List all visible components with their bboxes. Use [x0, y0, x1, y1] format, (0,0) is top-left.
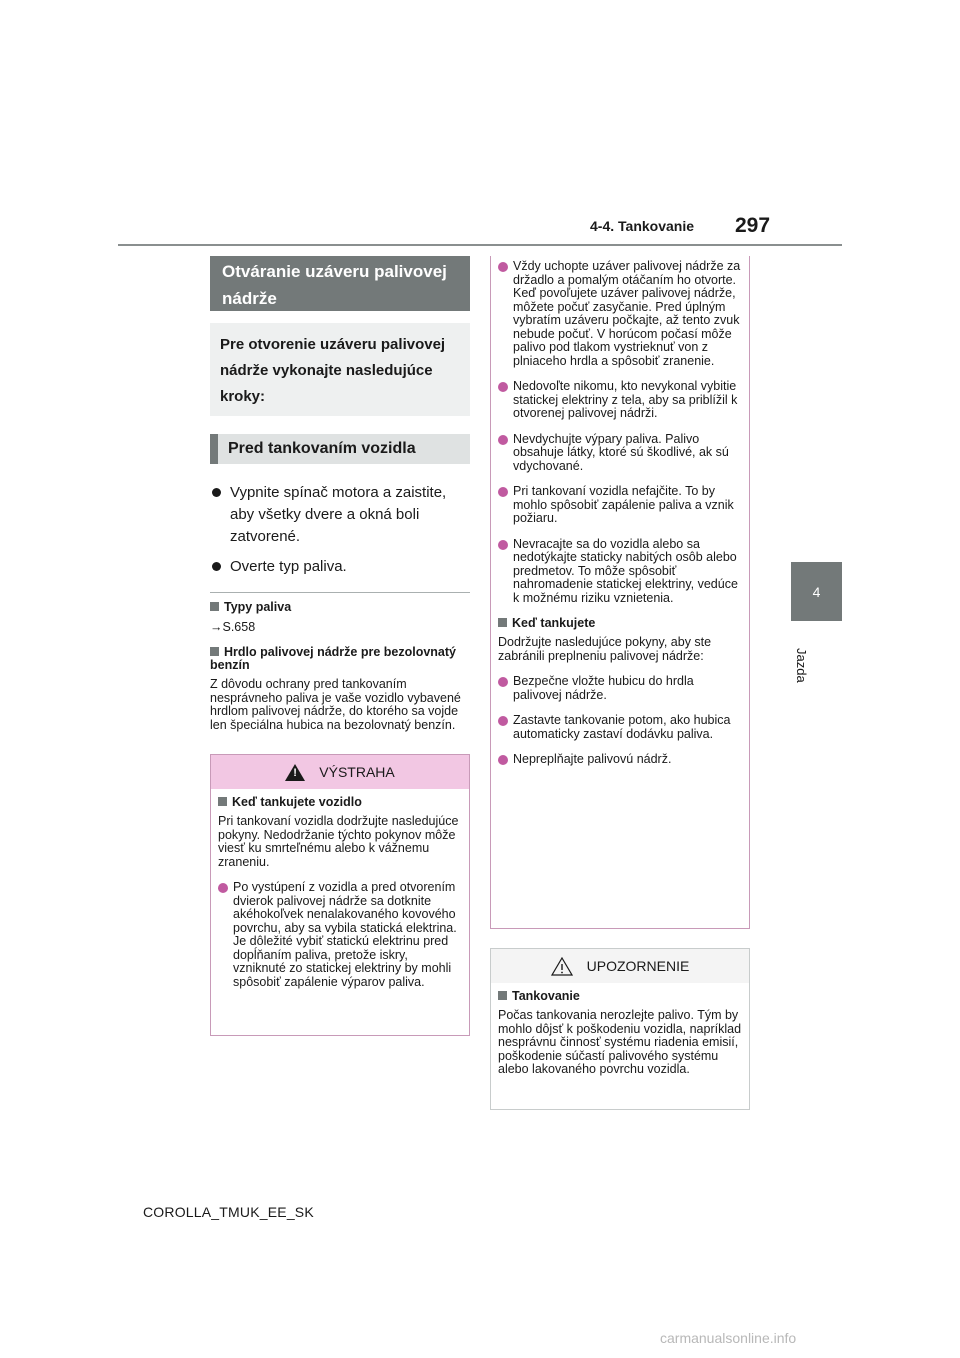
square-bullet-icon: [498, 618, 507, 627]
header-divider: [118, 244, 842, 246]
warning-header: ! VÝSTRAHA: [211, 755, 469, 789]
warning-text: Pri tankovaní vozidla dodržujte nasledujúce pokyny. Nedodržanie týchto pokynov môže viesť ku smrteľnému alebo k vážnemu zraneniu.: [218, 814, 459, 869]
refuel-list-item: Bezpečne vložte hubicu do hrdla palivovej nádrže.: [498, 675, 742, 702]
warning-list-item: Nevracajte sa do vozidla alebo sa nedotýkajte staticky nabitých osôb alebo predmetov. To môže spôsobiť nahromadenie statickej elektriny, vedúce k možnému riziku vznietenia.: [498, 538, 742, 606]
bullet-icon: [498, 540, 508, 550]
warning-list-item: Vždy uchopte uzáver palivovej nádrže za držadlo a pomalým otáčaním ho otvorte. Keď povoľujete uzáver palivovej nádrže, môžete počuť zasyčanie. Pred úplným vybratím uzáveru počkajte, až tento zvuk nebude počuť. V horúcom počasí môže palivo pod tlakom vystrieknuť von z plniaceho hrdla a spôsobiť zranenie.: [498, 260, 742, 368]
notice-box: [490, 948, 750, 1110]
warning-continued-box: [490, 256, 750, 929]
page-number: 297: [735, 214, 771, 237]
section-title: 4-4. Tankovanie: [590, 218, 695, 234]
bullet-icon: [212, 488, 221, 497]
notice-header: UPOZORNENIE: [491, 949, 749, 983]
refuel-text: Dodržujte nasledujúce pokyny, aby ste zabránili preplneniu palivovej nádrže:: [498, 635, 712, 663]
document-id: COROLLA_TMUK_EE_SK: [143, 1204, 314, 1220]
square-bullet-icon: [498, 991, 507, 1000]
warning-subheading: Keď tankujete vozidlo: [218, 796, 462, 809]
refuel-heading: Keď tankujete: [498, 617, 742, 630]
square-bullet-icon: [210, 647, 219, 656]
filler-text: Z dôvodu ochrany pred tankovaním nesprávneho paliva je vaše vozidlo vybavené hrdlom palivovej nádrže, do ktorého sa vojde len špeciálna hubica na bezolovnatý benzín.: [210, 677, 461, 732]
chapter-label: Jazda: [794, 648, 809, 683]
list-item: Overte typ paliva.: [212, 556, 470, 578]
bullet-icon: [498, 487, 508, 497]
main-title: Otváranie uzáveru palivovej nádrže: [210, 256, 470, 311]
watermark: carmanualsonline.info: [660, 1330, 797, 1346]
warning-list-item: Pri tankovaní vozidla nefajčite. To by mohlo spôsobiť zapálenie paliva a vznik požiaru.: [498, 485, 742, 526]
warning-triangle-icon: [285, 764, 305, 781]
list-item: Vypnite spínač motora a zaistite, aby všetky dvere a okná boli zatvorené.: [212, 482, 470, 548]
warning-list-item: Nevdychujte výpary paliva. Palivo obsahuje látky, ktoré sú škodlivé, ak sú vdychované.: [498, 433, 742, 474]
notice-text: Počas tankovania nerozlejte palivo. Tým by mohlo dôjsť k poškodeniu vozidla, napríklad nesprávnu činnosť systému riadenia emisií, poškodenie súčastí palivového systému alebo lakovaného povrchu vozidla.: [498, 1008, 742, 1076]
bullet-icon: [498, 382, 508, 392]
bullet-icon: [498, 677, 508, 687]
square-bullet-icon: [210, 602, 219, 611]
caution-triangle-icon: [551, 957, 573, 976]
page-reference[interactable]: →S.658: [210, 620, 256, 634]
warning-box: [210, 754, 470, 1036]
bullet-icon: [498, 755, 508, 765]
warning-list-item: Po vystúpení z vozidla a pred otvorením dvierok palivovej nádrže sa dotknite akéhokoľvek nenalakovaného kovového povrchu, aby sa vybila statická elektrina. Je dôležité vybiť statickú elektrinu pred dopĺňaním paliva, pretože iskry, vzniknuté zo statickej elektriny by mohli spôsobiť zapálenie výparov paliva.: [218, 881, 462, 989]
refuel-list-item: Zastavte tankovanie potom, ako hubica automaticky zastaví dodávku paliva.: [498, 714, 742, 741]
bullet-icon: [212, 562, 221, 571]
step-list: [210, 482, 470, 578]
filler-heading: Hrdlo palivovej nádrže pre bezolovnatý benzín: [210, 645, 457, 672]
warning-list-item: Nedovoľte nikomu, kto nevykonal vybitie statickej elektriny z tela, aby sa priblížil k otvorenej palivovej nádrži.: [498, 380, 742, 421]
intro-box: Pre otvorenie uzáveru palivovej nádrže vykonajte nasledujúce kroky:: [210, 323, 470, 416]
section-divider: [210, 592, 470, 593]
chapter-tab: 4: [791, 562, 842, 621]
bullet-icon: [498, 435, 508, 445]
bullet-icon: [498, 716, 508, 726]
bullet-icon: [218, 883, 228, 893]
fuel-types-heading: Typy paliva: [210, 601, 470, 614]
subheading: Pred tankovaním vozidla: [210, 434, 470, 464]
square-bullet-icon: [218, 797, 227, 806]
refuel-list-item: Nepreplňajte palivovú nádrž.: [498, 753, 742, 767]
bullet-icon: [498, 262, 508, 272]
left-column: [210, 256, 470, 1036]
notice-subheading: Tankovanie: [498, 990, 742, 1003]
